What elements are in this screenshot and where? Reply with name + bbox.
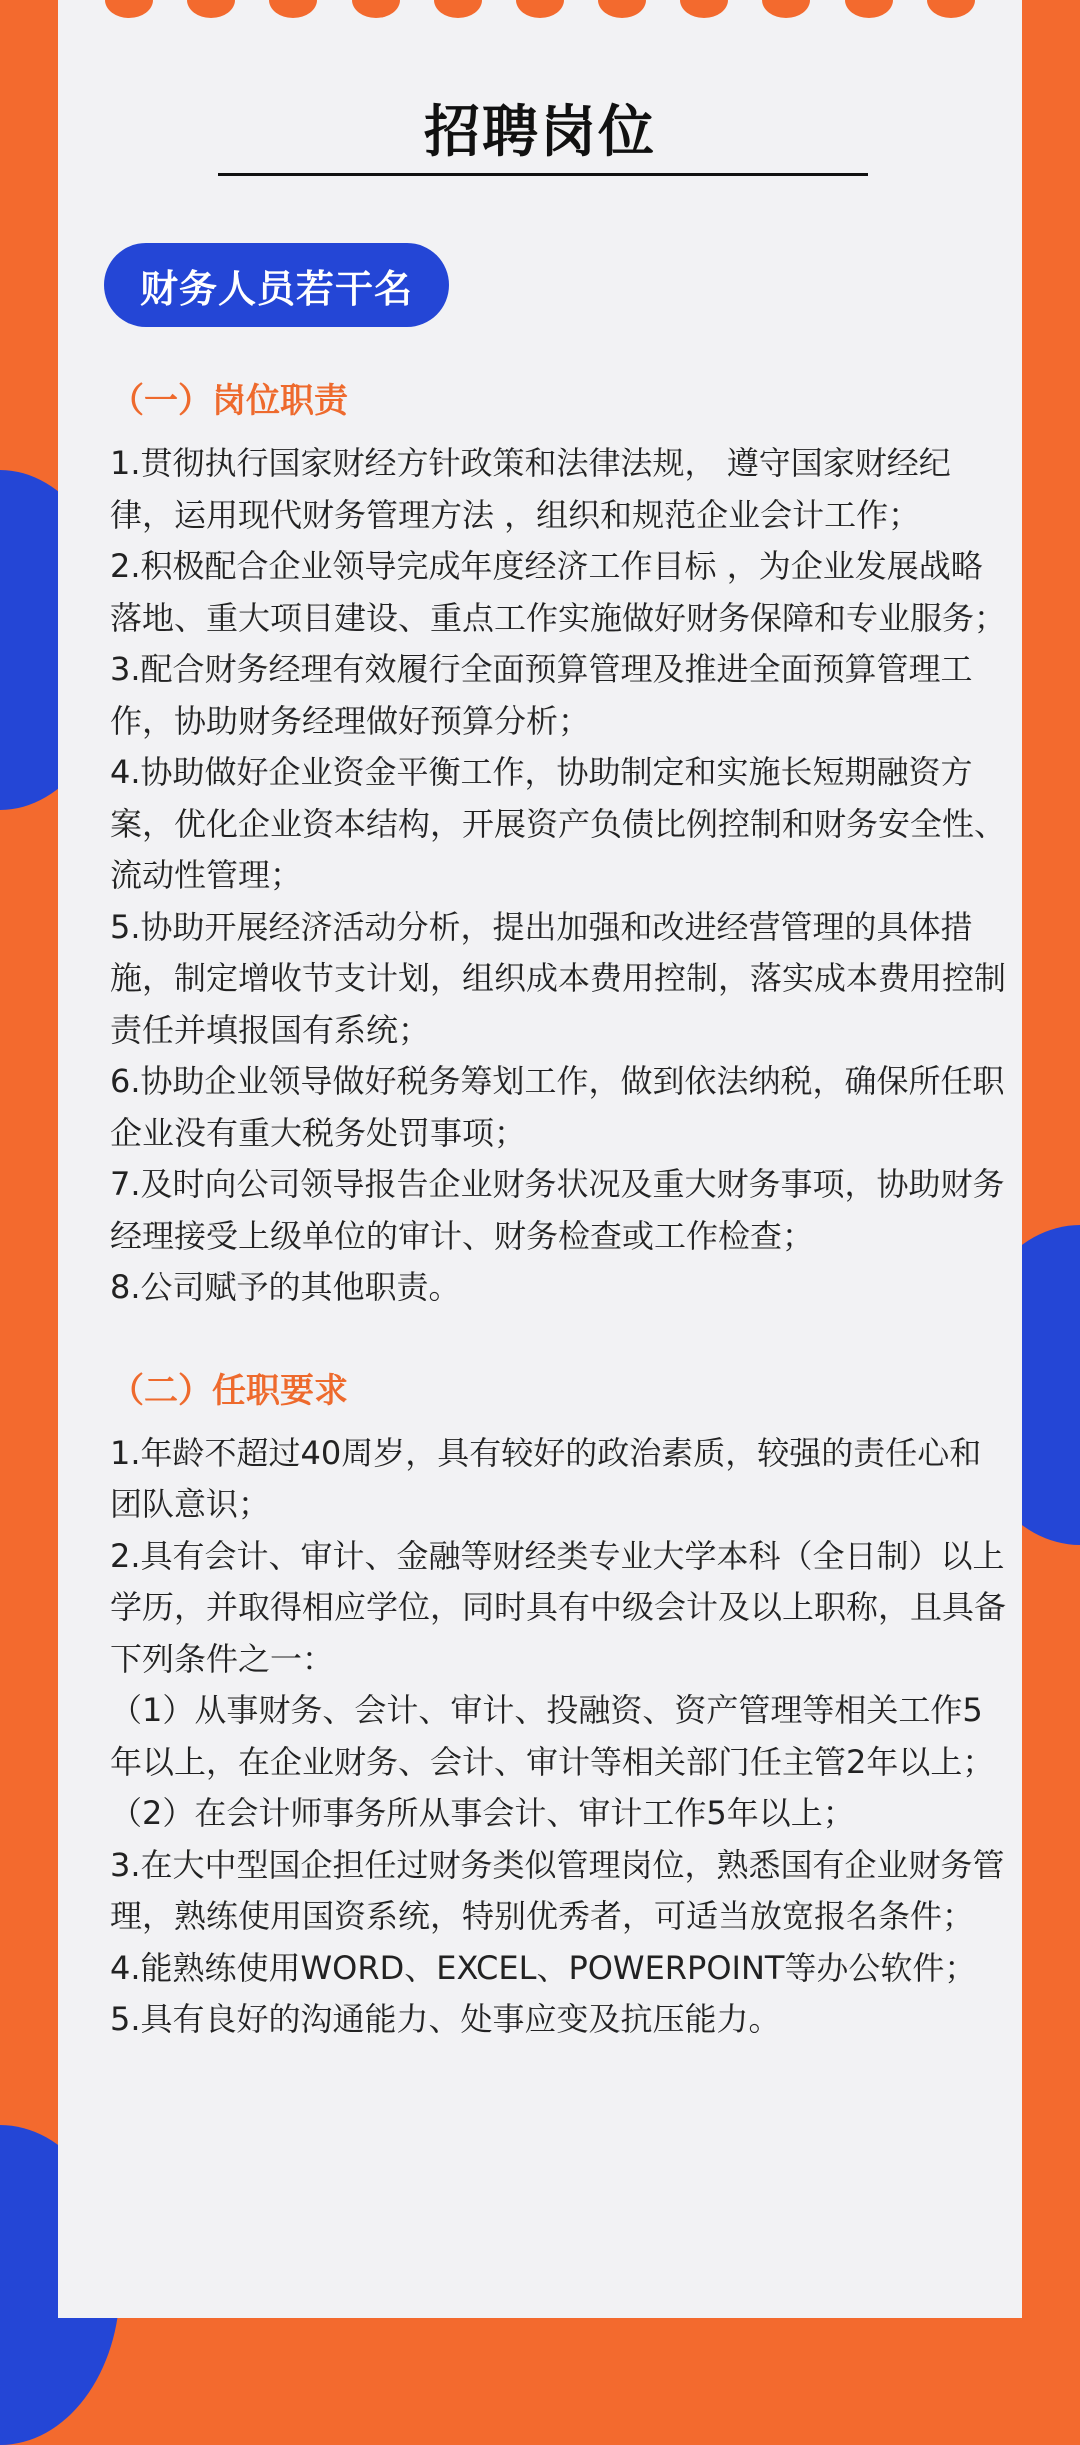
content-card <box>58 0 1022 2318</box>
scallop <box>762 0 810 18</box>
title-underline <box>218 173 868 176</box>
list-item: （2）在会计师事务所从事会计、审计工作5年以上； <box>110 1794 855 1832</box>
scallop <box>434 0 482 18</box>
list-item: 5.协助开展经济活动分析，提出加强和改进经营管理的具体措施，制定增收节支计划，组织成本费用控制，落实成本费用控制责任并填报国有系统； <box>110 907 1007 1049</box>
section-requirements <box>110 1366 1010 2046</box>
list-item: 2.具有会计、审计、金融等财经类专业大学本科（全日制）以上学历，并取得相应学位，同时具有中级会计及以上职称，且具备下列条件之一： <box>110 1536 1007 1678</box>
scallop-edge <box>58 0 1022 18</box>
list-item: 7.及时向公司领导报告企业财务状况及重大财务事项，协助财务经理接受上级单位的审计、财务检查或工作检查； <box>110 1165 1005 1255</box>
list-item: 3.在大中型国企担任过财务类似管理岗位，熟悉国有企业财务管理，熟练使用国资系统，特别优秀者，可适当放宽报名条件； <box>110 1845 1005 1935</box>
page-title: 招聘岗位 <box>424 100 656 165</box>
list-item: 1.贯彻执行国家财经方针政策和法律法规， 遵守国家财经纪律，运用现代财务管理方法 ，组织和规范企业会计工作； <box>110 444 951 534</box>
job-description <box>110 376 1010 2046</box>
section-duties <box>110 376 1010 1314</box>
scallop <box>187 0 235 18</box>
section-heading: （二）任职要求 <box>110 1370 348 1411</box>
scallop <box>845 0 893 18</box>
position-badge: 财务人员若干名 <box>104 243 449 327</box>
section-gap <box>110 1314 1010 1366</box>
list-item: 1.年龄不超过40周岁，具有较好的政治素质，较强的责任心和团队意识； <box>110 1433 982 1523</box>
list-item: 3.配合财务经理有效履行全面预算管理及推进全面预算管理工作，协助财务经理做好预算分析； <box>110 650 973 740</box>
list-item: 5.具有良好的沟通能力、处事应变及抗压能力。 <box>110 2000 781 2038</box>
scallop <box>269 0 317 18</box>
list-item: 6.协助企业领导做好税务筹划工作，做到依法纳税，确保所任职企业没有重大税务处罚事项； <box>110 1062 1005 1152</box>
scallop <box>352 0 400 18</box>
scallop <box>598 0 646 18</box>
scallop <box>927 0 975 18</box>
list-item: 4.协助做好企业资金平衡工作，协助制定和实施长短期融资方案，优化企业资本结构，开展资产负债比例控制和财务安全性、流动性管理； <box>110 753 1007 894</box>
scallop <box>516 0 564 18</box>
section-heading: （一）岗位职责 <box>110 381 348 421</box>
list-item: 2.积极配合企业领导完成年度经济工作目标 ，为企业发展战略落地、重大项目建设、重点工作实施做好财务保障和专业服务； <box>110 547 1007 637</box>
list-item: 4.能熟练使用WORD、EXCEL、POWERPOINT等办公软件； <box>110 1948 977 1987</box>
scallop <box>105 0 153 18</box>
list-item: （1）从事财务、会计、审计、投融资、资产管理等相关工作5年以上，在企业财务、会计、审计等相关部门任主管2年以上； <box>110 1691 995 1781</box>
scallop <box>680 0 728 18</box>
list-item: 8.公司赋予的其他职责。 <box>110 1268 461 1306</box>
